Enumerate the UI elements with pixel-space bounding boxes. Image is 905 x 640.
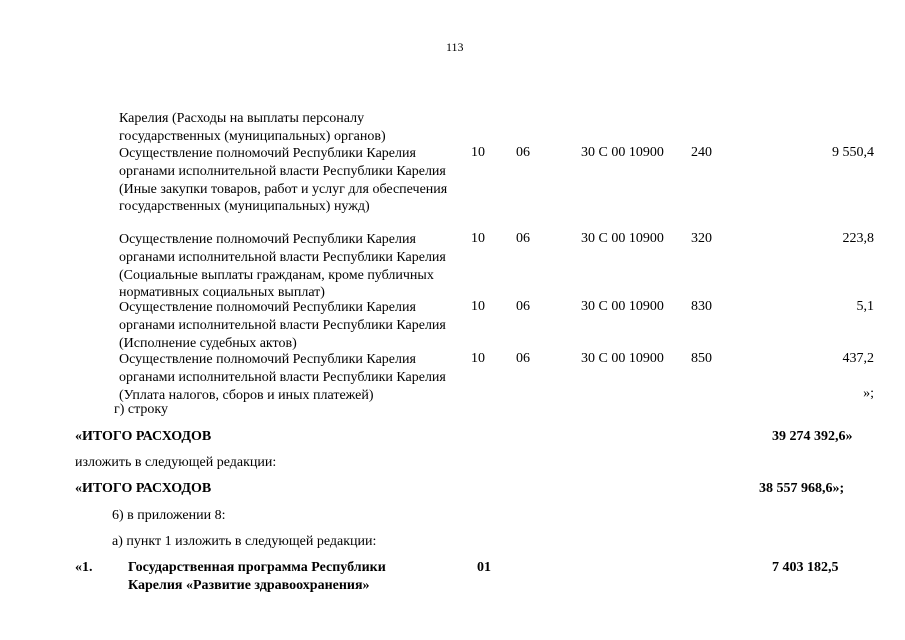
vr-cell: 240	[691, 145, 712, 160]
program-sum: 7 403 182,5	[772, 560, 839, 575]
table-row-desc: Осуществление полномочий Республики Карелия органами исполнительной власти Республики Карелия (Исполнение судебных актов)	[119, 300, 446, 351]
podrazdel-cell: 06	[516, 231, 530, 246]
table-row-desc: Осуществление полномочий Республики Карелия органами исполнительной власти Республики Карелия (Иные закупки товаров, работ и услуг для обеспечения государственных (муниципальных) нужд)	[119, 146, 448, 215]
vr-cell: 830	[691, 299, 712, 314]
podrazdel-cell: 06	[516, 299, 530, 314]
program-number: «1.	[75, 560, 93, 575]
vr-cell: 320	[691, 231, 712, 246]
vr-cell: 850	[691, 351, 712, 366]
total-new-label: «ИТОГО РАСХОДОВ	[75, 481, 212, 496]
closing-quote: »;	[863, 386, 874, 401]
csr-cell: 30 С 00 10900	[581, 351, 664, 366]
razdel-cell: 10	[471, 351, 485, 366]
csr-cell: 30 С 00 10900	[581, 145, 664, 160]
csr-cell: 30 С 00 10900	[581, 299, 664, 314]
sum-cell: 5,1	[856, 299, 874, 314]
item-6: 6) в приложении 8:	[112, 508, 226, 523]
table-row-desc: Осуществление полномочий Республики Карелия органами исполнительной власти Республики Карелия (Уплата налогов, сборов и иных платежей)	[119, 352, 446, 403]
new-edition-text: изложить в следующей редакции:	[75, 455, 277, 470]
total-old-label: «ИТОГО РАСХОДОВ	[75, 429, 212, 444]
total-new-value: 38 557 968,6»;	[759, 481, 845, 496]
sum-cell: 223,8	[842, 231, 874, 246]
item-a: а) пункт 1 изложить в следующей редакции:	[112, 534, 377, 549]
program-code: 01	[477, 560, 491, 575]
table-row-desc: Карелия (Расходы на выплаты персоналу государственных (муниципальных) органов)	[119, 111, 386, 144]
csr-cell: 30 С 00 10900	[581, 231, 664, 246]
table-row-desc: Осуществление полномочий Республики Карелия органами исполнительной власти Республики Карелия (Социальные выплаты гражданам, кроме публичных нормативных социальных выплат)	[119, 232, 446, 301]
razdel-cell: 10	[471, 231, 485, 246]
total-old-value: 39 274 392,6»	[772, 429, 853, 444]
sum-cell: 437,2	[842, 351, 874, 366]
podrazdel-cell: 06	[516, 351, 530, 366]
sum-cell: 9 550,4	[832, 145, 874, 160]
razdel-cell: 10	[471, 145, 485, 160]
page-number: 113	[446, 40, 464, 54]
program-title: Государственная программа Республики Карелия «Развитие здравоохранения»	[128, 560, 386, 593]
razdel-cell: 10	[471, 299, 485, 314]
item-g: г) строку	[114, 402, 169, 417]
podrazdel-cell: 06	[516, 145, 530, 160]
